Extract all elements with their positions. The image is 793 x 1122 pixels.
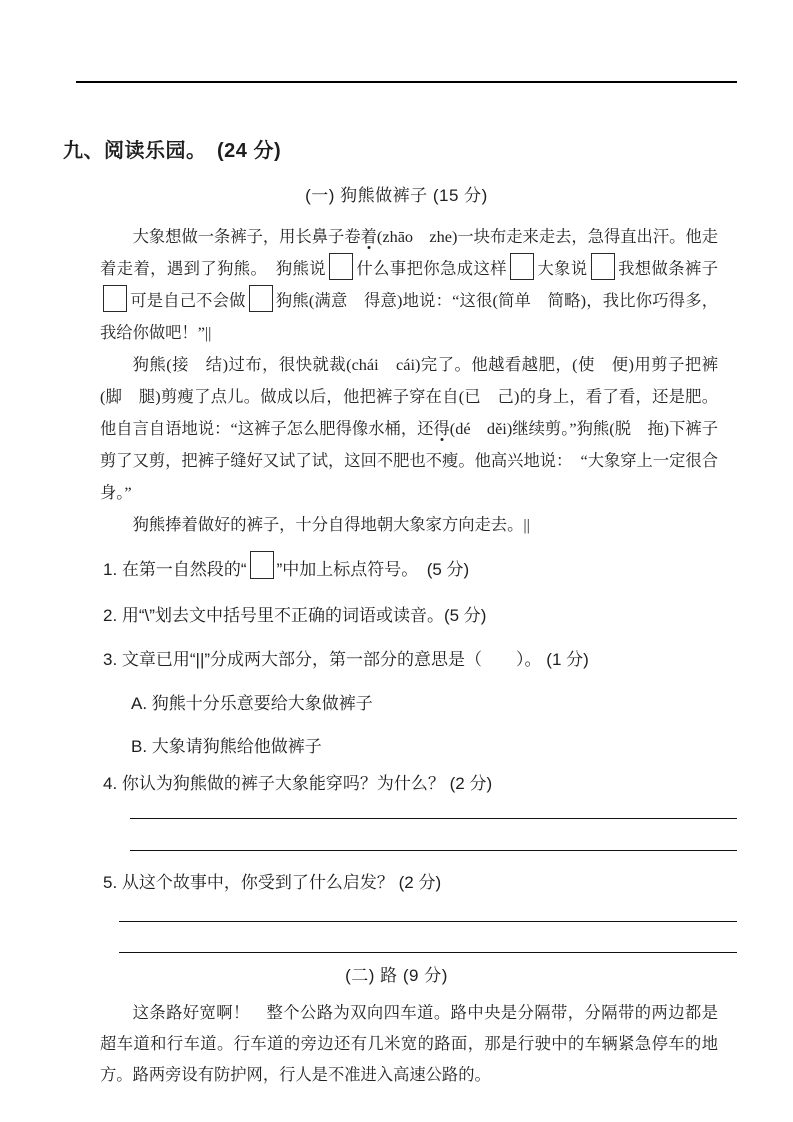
answer-line[interactable]: [119, 952, 737, 953]
question-3-option-b: B. 大象请狗熊给他做裤子: [131, 737, 322, 756]
punctuation-box[interactable]: [103, 285, 127, 312]
answer-line[interactable]: [130, 850, 737, 851]
question-3: 3. 文章已用“||”分成两大部分，第一部分的意思是（ ）。 (1 分): [103, 650, 589, 669]
punctuation-box[interactable]: [591, 253, 615, 280]
passage2-title: (二) 路 (9 分): [345, 966, 448, 985]
passage1-body: [100, 221, 718, 541]
question-1: 1. 在第一自然段的“ ”中加上标点符号。 (5 分): [103, 551, 763, 583]
punctuation-box[interactable]: [249, 285, 273, 312]
top-divider: [76, 81, 737, 83]
emphasis-char: 着: [360, 227, 377, 246]
passage1-paragraph-2: 狗熊(接 结)过布，很快就裁(chái cái)完了。他越看越肥，(使 便)用剪子把裤(脚 腿)剪瘦了点儿。做成以后，他把裤子穿在自(已 己)的身上，看了看，还是肥。他自言自语地说：“这裤子怎么肥得像水桶，还得(dé děi)继续剪。”狗熊(脱 拖)下裤子剪了又剪，把裤子缝好又试了试，这回不肥也不瘦。他高兴地说： “大象穿上一定很合身。”: [100, 355, 718, 502]
question-4: 4. 你认为狗熊做的裤子大象能穿吗？为什么？ (2 分): [103, 774, 493, 793]
passage1-paragraph-1: 大象想做一条裤子，用长鼻子卷着(zhāo zhe)一块布走来走去，急得直出汗。他走着走着，遇到了狗熊。 狗熊说 什么事把你急成这样 大象说 我想做条裤子可是自己不会做 狗熊(满意 得意)地说：“这很(简单 简略)，我比你巧得多，我给你做吧！”||: [100, 227, 718, 342]
passage1-paragraph-3: 狗熊捧着做好的裤子，十分自得地朝大象家方向走去。||: [132, 515, 530, 534]
passage1-title: (一) 狗熊做裤子 (15 分): [305, 186, 488, 205]
section-title: 九、阅读乐园。 (24 分): [63, 140, 282, 162]
answer-line[interactable]: [119, 921, 737, 922]
question-3-option-a: A. 狗熊十分乐意要给大象做裤子: [131, 694, 373, 713]
emphasis-char: 得: [433, 419, 450, 438]
punctuation-box[interactable]: [250, 551, 274, 579]
question-2: 2. 用“\”划去文中括号里不正确的词语或读音。(5 分): [103, 606, 487, 625]
punctuation-box[interactable]: [510, 253, 534, 280]
question-5: 5. 从这个故事中，你受到了什么启发？ (2 分): [103, 873, 442, 892]
answer-line[interactable]: [130, 818, 737, 819]
punctuation-box[interactable]: [329, 253, 353, 280]
passage2-paragraph: 这条路好宽啊！ 整个公路为双向四车道。路中央是分隔带，分隔带的两边都是超车道和行车道。行车道的旁边还有几米宽的路面，那是行驶中的车辆紧急停车的地方。路两旁设有防护网，行人是不准进入高速公路的。: [100, 1003, 718, 1084]
